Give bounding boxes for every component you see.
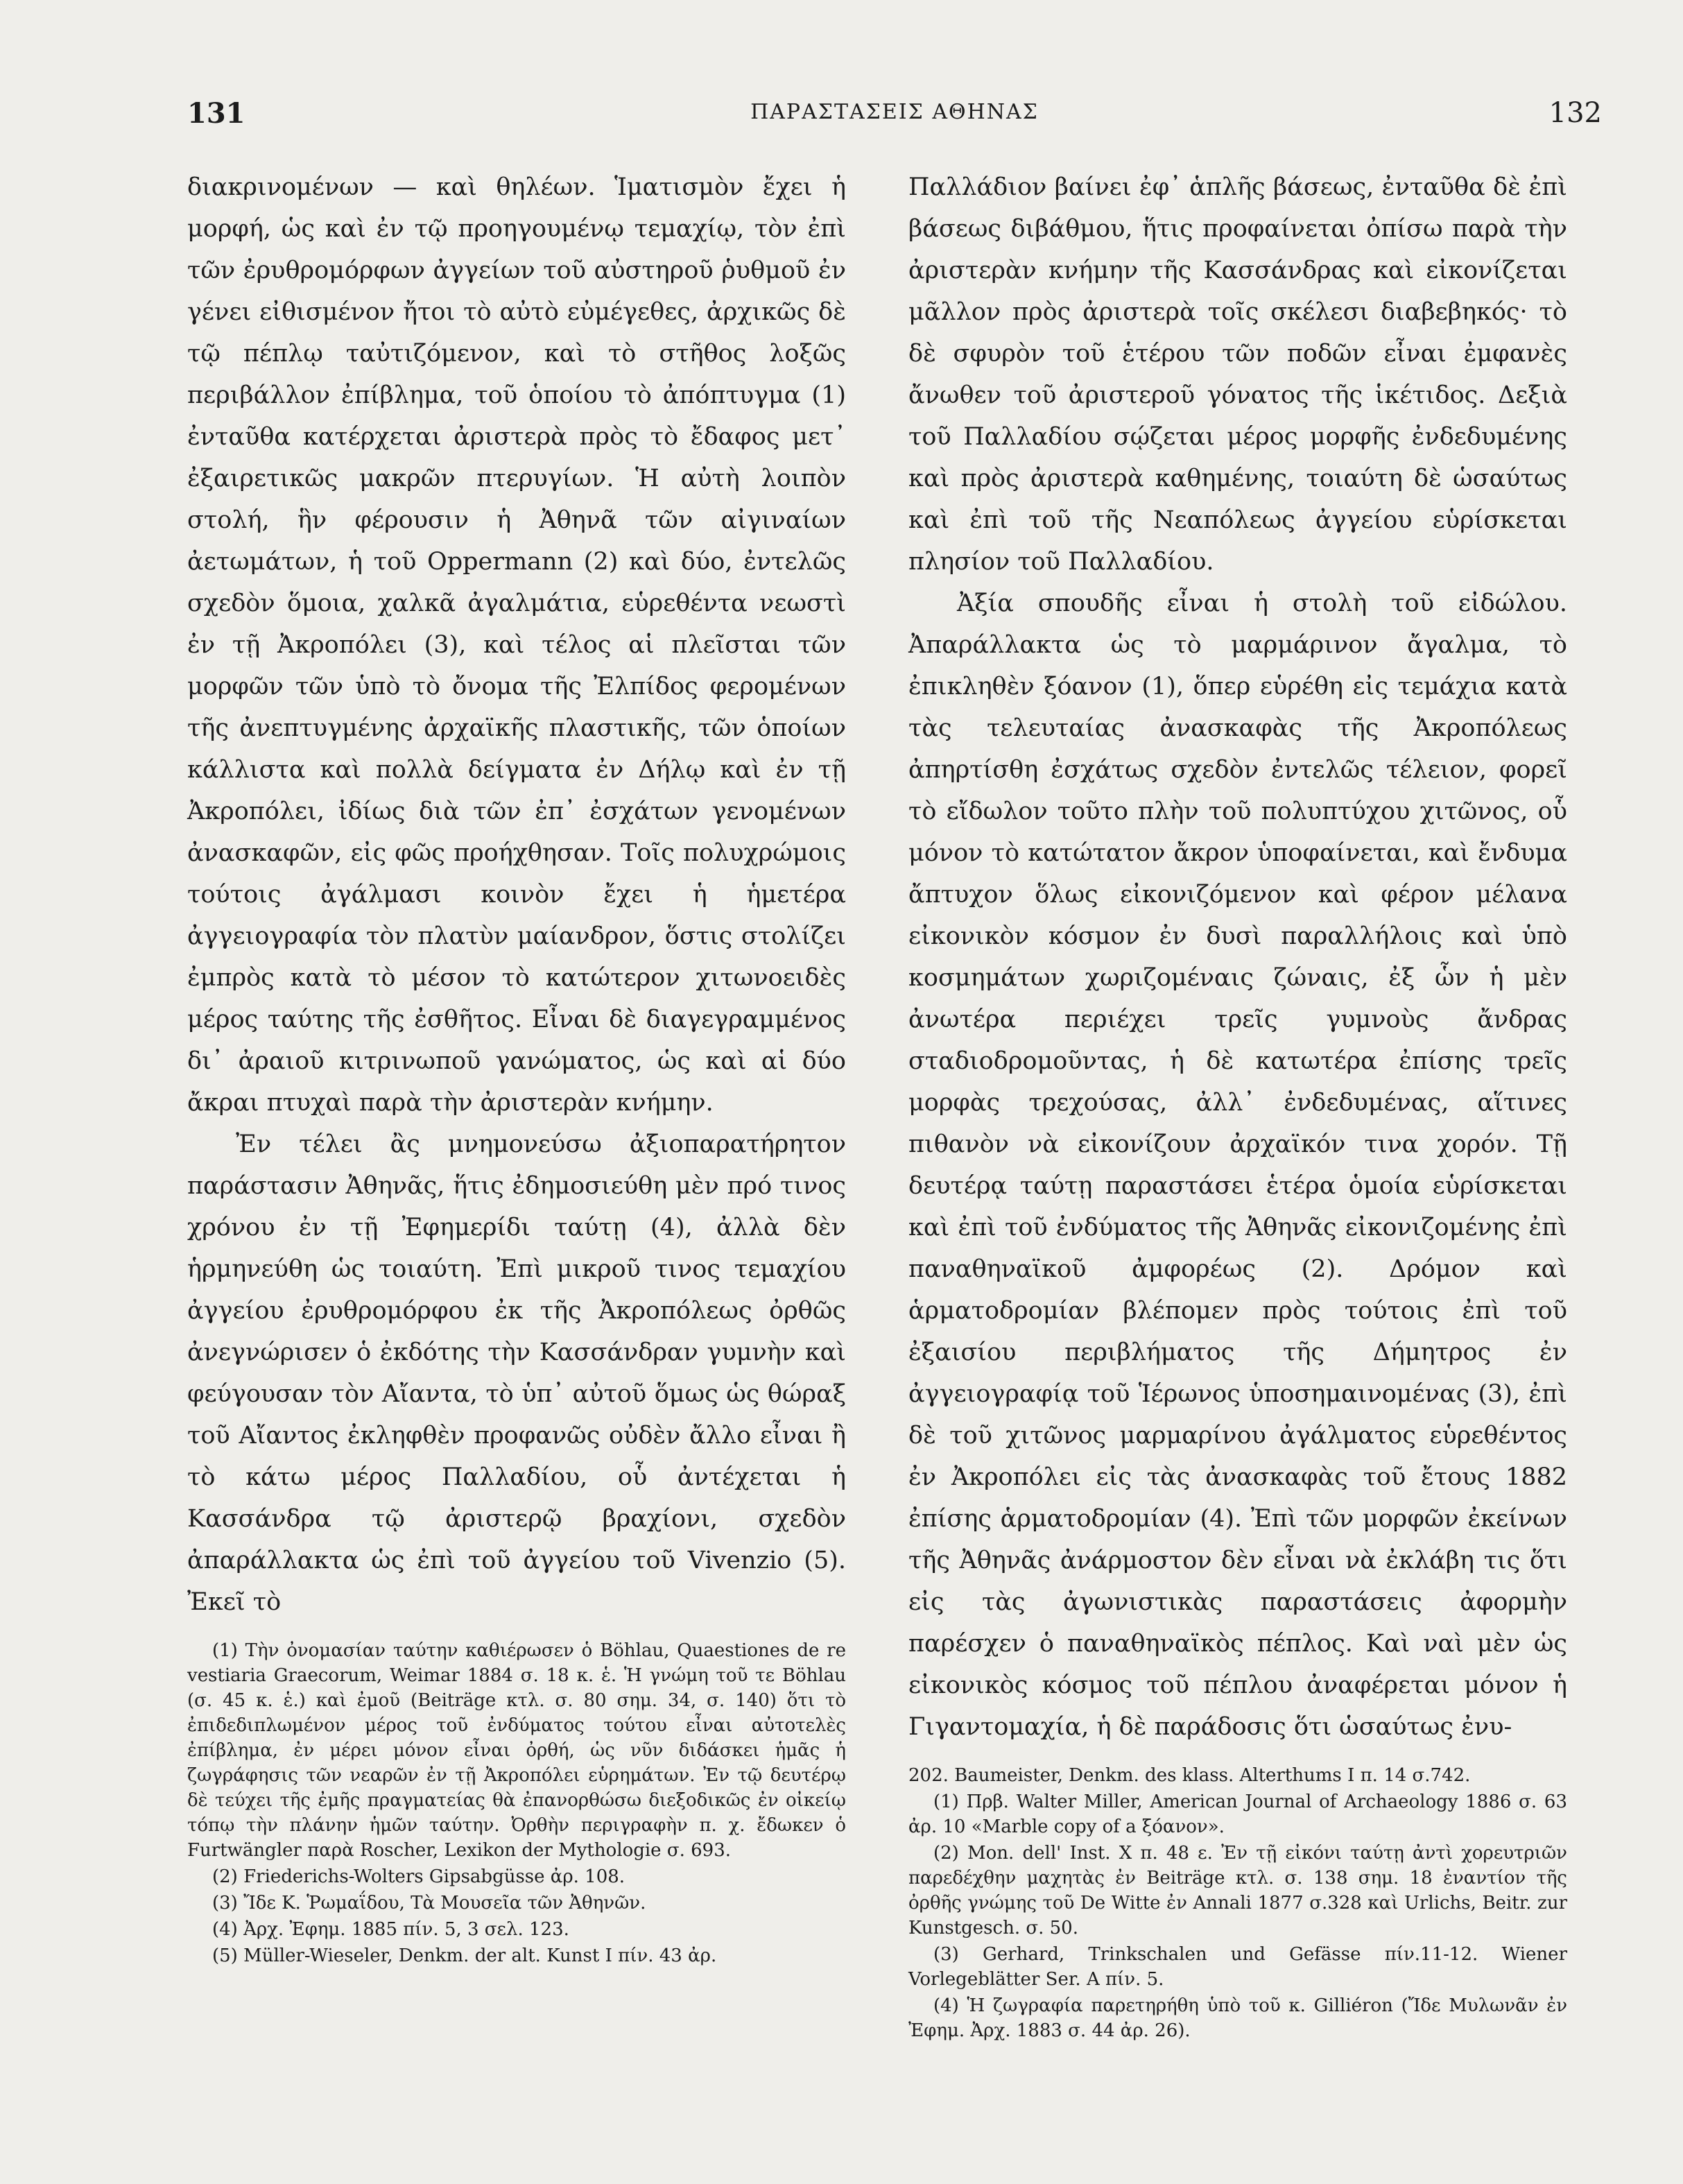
right-footnotes xyxy=(908,1763,1567,2043)
left-footnote-2: (2) Friederichs-Wolters Gipsabgüsse ἀρ. 108. xyxy=(212,1866,625,1887)
left-footnote-4: (4) Ἀρχ. Ἐφημ. 1885 πίν. 5, 3 σελ. 123. xyxy=(212,1919,569,1940)
right-footnote-1: (1) Πρβ. Walter Miller, American Journal of Archaeology 1886 σ. 63 ἀρ. 10 «Marble copy of a ξόανον». xyxy=(908,1791,1567,1837)
left-footnote-1: (1) Τὴν ὀνομασίαν ταύτην καθιέρωσεν ὁ Böhlau, Quaestiones de re vestiaria Graecorum, Weimar 1884 σ. 18 κ. ἑ. Ἡ γνώμη τοῦ τε Böhlau (σ. 45 κ. ἑ.) καὶ ἐμοῦ (Beiträge κτλ. σ. 80 σημ. 34, σ. 140) ὅτι τὸ ἐπιδεδιπλωμένον μέρος τοῦ ἐνδύματος τούτου εἶναι αὐτοτελὲς ἐπίβλημα, ἐν μέρει μόνον εἶναι ὀρθή, ὡς νῦν διδάσκει ἡμᾶς ἡ ζωγράφησις τῶν νεαρῶν ἐν τῇ Ἀκροπόλει εὑρημάτων. Ἐν τῷ δευτέρῳ δὲ τεύχει τῆς ἐμῆς πραγματείας θὰ ἐπανορθώσω διεξοδικῶς ἐν οἰκείῳ τόπῳ τὴν πλάνην ἡμῶν ταύτην. Ὀρθὴν περιγραφὴν π. χ. ἔδωκεν ὁ Furtwängler παρὰ Roscher, Lexikon der Mythologie σ. 693. xyxy=(187,1640,846,1861)
left-paragraph-2: Ἐν τέλει ἂς μνημονεύσω ἀξιοπαρατήρητον παράστασιν Ἀθηνᾶς, ἥτις ἐδημοσιεύθη μὲν πρό τινος χρόνου ἐν τῇ Ἐφημερίδι ταύτῃ (4), ἀλλὰ δὲν ἡρμηνεύθη ὡς τοιαύτη. Ἐπὶ μικροῦ τινος τεμαχίου ἀγγείου ἐρυθρομόρφου ἐκ τῆς Ἀκροπόλεως ὀρθῶς ἀνεγνώρισεν ὁ ἐκδότης τὴν Κασσάνδραν γυμνὴν καὶ φεύγουσαν τὸν Αἴαντα, τὸ ὑπ᾽ αὐτοῦ ὅμως ὡς θώραξ τοῦ Αἴαντος ἐκληφθὲν προφανῶς οὐδὲν ἄλλο εἶναι ἢ τὸ κάτω μέρος Παλλαδίου, οὗ ἀντέχεται ἡ Κασσάνδρα τῷ ἀριστερῷ βραχίονι, σχεδὸν ἀπαράλλακτα ὡς ἐπὶ τοῦ ἀγγείου τοῦ Vivenzio (5). Ἐκεῖ τὸ xyxy=(187,1130,846,1616)
right-footnote-continued: 202. Baumeister, Denkm. des klass. Alterthums I π. 14 σ.742. xyxy=(908,1765,1471,1786)
left-footnote-3: (3) Ἴδε Κ. Ῥωμαΐδου, Τὰ Μουσεῖα τῶν Ἀθηνῶν. xyxy=(212,1893,646,1914)
left-body-text xyxy=(187,166,846,1623)
running-title: ΠΑΡΑΣΤΑΣΕΙΣ ΑΘΗΝΑΣ xyxy=(750,100,1039,124)
left-column xyxy=(187,166,846,1970)
right-column xyxy=(908,166,1567,2045)
running-header xyxy=(187,97,1602,139)
right-footnote-4: (4) Ἡ ζωγραφία παρετηρήθη ὑπὸ τοῦ κ. Gilliéron (Ἴδε Μυλωνᾶν ἐν Ἐφημ. Ἀρχ. 1883 σ. 44 ἀρ. 26). xyxy=(908,1995,1567,2041)
page-number-right: 132 xyxy=(1548,97,1602,129)
left-footnotes xyxy=(187,1638,846,1968)
left-paragraph-1: διακρινομένων — καὶ θηλέων. Ἱματισμὸν ἔχει ἡ μορφή, ὡς καὶ ἐν τῷ προηγουμένῳ τεμαχίῳ, τὸν ἐπὶ τῶν ἐρυθρομόρφων ἀγγείων τοῦ αὐστηροῦ ῥυθμοῦ ἐν γένει εἰθισμένον ἤτοι τὸ αὐτὸ εὐμέγεθες, ἀρχικῶς δὲ τῷ πέπλῳ ταὐτιζόμενον, καὶ τὸ στῆθος λοξῶς περιβάλλον ἐπίβλημα, τοῦ ὁποίου τὸ ἀπόπτυγμα (1) ἐνταῦθα κατέρχεται ἀριστερὰ πρὸς τὸ ἔδαφος μετ᾽ ἐξαιρετικῶς μακρῶν πτερυγίων. Ἡ αὐτὴ λοιπὸν στολή, ἣν φέρουσιν ἡ Ἀθηνᾶ τῶν αἰγιναίων ἀετωμάτων, ἡ τοῦ Oppermann (2) καὶ δύο, ἐντελῶς σχεδὸν ὅμοια, χαλκᾶ ἀγαλμάτια, εὑρεθέντα νεωστὶ ἐν τῇ Ἀκροπόλει (3), καὶ τέλος αἱ πλεῖσται τῶν μορφῶν τῶν ὑπὸ τὸ ὄνομα τῆς Ἐλπίδος φερομένων τῆς ἀνεπτυγμένης ἀρχαϊκῆς πλαστικῆς, τῶν ὁποίων κάλλιστα καὶ πολλὰ δείγματα ἐν Δήλῳ καὶ ἐν τῇ Ἀκροπόλει, ἰδίως διὰ τῶν ἐπ᾽ ἐσχάτων γενομένων ἀνασκαφῶν, εἰς φῶς προήχθησαν. Τοῖς πολυχρώμοις τούτοις ἀγάλμασι κοινὸν ἔχει ἡ ἡμετέρα ἀγγειογραφία τὸν πλατὺν μαίανδρον, ὅστις στολίζει ἐμπρὸς κατὰ τὸ μέσον τὸ κατώτερον χιτωνοειδὲς μέρος ταύτης τῆς ἐσθῆτος. Εἶναι δὲ διαγεγραμμένος δι᾽ ἀραιοῦ κιτρινωποῦ γανώματος, ὡς καὶ αἱ δύο ἄκραι πτυχαὶ παρὰ τὴν ἀριστερὰν κνήμην. xyxy=(187,173,846,1117)
right-paragraph-1: Παλλάδιον βαίνει ἐφ᾽ ἁπλῆς βάσεως, ἐνταῦθα δὲ ἐπὶ βάσεως διβάθμου, ἥτις προφαίνεται ὀπίσω παρὰ τὴν ἀριστερὰν κνήμην τῆς Κασσάνδρας καὶ εἰκονίζεται μᾶλλον πρὸς ἀριστερὰ τοῖς σκέλεσι διαβεβηκός· τὸ δὲ σφυρὸν τοῦ ἑτέρου τῶν ποδῶν εἶναι ἐμφανὲς ἄνωθεν τοῦ ἀριστεροῦ γόνατος τῆς ἱκέτιδος. Δεξιὰ τοῦ Παλλαδίου σῴζεται μέρος μορφῆς ἐνδεδυμένης καὶ πρὸς ἀριστερὰ καθημένης, τοιαύτη δὲ ὡσαύτως καὶ ἐπὶ τοῦ τῆς Νεαπόλεως ἀγγείου εὑρίσκεται πλησίον τοῦ Παλλαδίου. xyxy=(908,173,1567,576)
right-paragraph-2: Ἀξία σπουδῆς εἶναι ἡ στολὴ τοῦ εἰδώλου. Ἀπαράλλακτα ὡς τὸ μαρμάρινον ἄγαλμα, τὸ ἐπικληθὲν ξόανον (1), ὅπερ εὑρέθη εἰς τεμάχια κατὰ τὰς τελευταίας ἀνασκαφὰς τῆς Ἀκροπόλεως ἀπηρτίσθη ἐσχάτως σχεδὸν ἐντελῶς τέλειον, φορεῖ τὸ εἴδωλον τοῦτο πλὴν τοῦ πολυπτύχου χιτῶνος, οὗ μόνον τὸ κατώτατον ἄκρον ὑποφαίνεται, καὶ ἔνδυμα ἄπτυχον ὅλως εἰκονιζόμενον καὶ φέρον μέλανα εἰκονικὸν κόσμον ἐν δυσὶ παραλλήλοις καὶ ὑπὸ κοσμημάτων χωριζομέναις ζώναις, ἐξ ὧν ἡ μὲν ἀνωτέρα περιέχει τρεῖς γυμνοὺς ἄνδρας σταδιοδρομοῦντας, ἡ δὲ κατωτέρα ἐπίσης τρεῖς μορφὰς τρεχούσας, ἀλλ᾽ ἐνδεδυμένας, αἵτινες πιθανὸν νὰ εἰκονίζουν ἀρχαϊκόν τινα χορόν. Τῇ δευτέρᾳ ταύτῃ παραστάσει ἑτέρα ὁμοία εὑρίσκεται καὶ ἐπὶ τοῦ ἐνδύματος τῆς Ἀθηνᾶς εἰκονιζομένης ἐπὶ παναθηναϊκοῦ ἀμφορέως (2). Δρόμον καὶ ἁρματοδρομίαν βλέπομεν πρὸς τούτοις ἐπὶ τοῦ ἐξαισίου περιβλήματος τῆς Δήμητρος ἐν ἀγγειογραφίᾳ τοῦ Ἱέρωνος ὑποσημαινομένας (3), ἐπὶ δὲ τοῦ χιτῶνος μαρμαρίνου ἀγάλματος εὑρεθέντος ἐν Ἀκροπόλει εἰς τὰς ἀνασκαφὰς τοῦ ἔτους 1882 ἐπίσης ἁρματοδρομίαν (4). Ἐπὶ τῶν μορφῶν ἐκείνων τῆς Ἀθηνᾶς ἀνάρμοστον δὲν εἶναι νὰ ἐκλάβη τις ὅτι εἰς τὰς ἀγωνιστικὰς παραστάσεις ἀφορμὴν παρέσχεν ὁ παναθηναϊκὸς πέπλος. Καὶ ναὶ μὲν ὡς εἰκονικὸς κόσμος τοῦ πέπλου ἀναφέρεται μόνον ἡ Γιγαντομαχία, ἡ δὲ παράδοσις ὅτι ὡσαύτως ἐνυ- xyxy=(908,590,1567,1741)
left-footnote-5: (5) Müller-Wieseler, Denkm. der alt. Kunst I πίν. 43 ἀρ. xyxy=(212,1945,717,1966)
right-footnote-3: (3) Gerhard, Trinkschalen und Gefässe πίν.11-12. Wiener Vorlegeblätter Ser. A πίν. 5. xyxy=(908,1944,1567,1990)
page-number-left: 131 xyxy=(187,97,245,130)
right-footnote-2: (2) Mon. dell' Inst. X π. 48 ε. Ἐν τῇ εἰκόνι ταύτῃ ἀντὶ χορευτριῶν παρεδέχθην μαχητὰς ἐν Beiträge κτλ. σ. 138 σημ. 18 ἐναντίον τῆς ὀρθῆς γνώμης τοῦ De Witte ἐν Annali 1877 σ.328 καὶ Urlichs, Beitr. zur Kunstgesch. σ. 50. xyxy=(908,1843,1567,1938)
right-body-text xyxy=(908,166,1567,1748)
